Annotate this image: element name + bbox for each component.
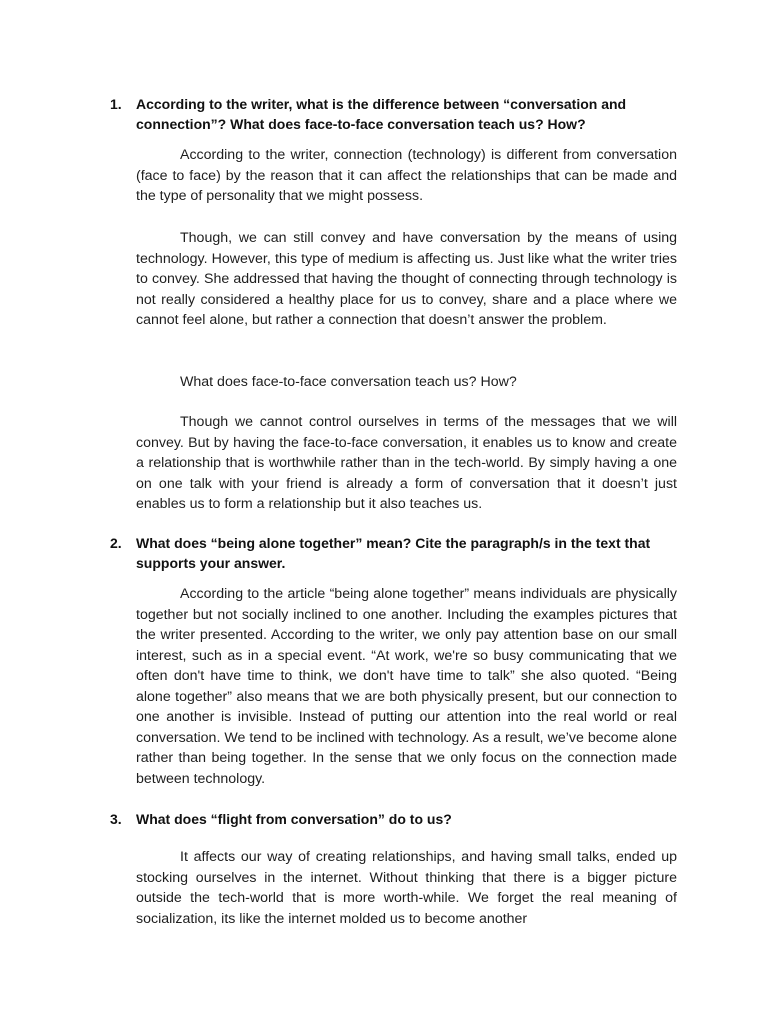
- answer-2-paragraph-1: According to the article “being alone together” means individuals are physically together but not socially inclined to one another. Including the examples pictures that the writer presented. According to the writer, we only pay attention base on our small interest, such as in a special event. “At work, we're so busy communicating that we often don't have time to think, we don't have time to talk” she also quoted. “Being alone together” also means that we are both physically present, but our connection to one another is invisible. Instead of putting our attention into the real world or real conversation. We tend to be inclined with technology. As a result, we’ve become alone rather than being together. In the sense that we only focus on the connection made between technology.: [136, 586, 677, 787]
- question-number: 1.: [110, 96, 122, 112]
- answer-1-subheading: What does face-to-face conversation teach us? How?: [180, 374, 517, 390]
- answer-1-paragraph-3: Though we cannot control ourselves in terms of the messages that we will convey. But by having the face-to-face conversation, it enables us to know and create a relationship that is worthwhile rather than in the tech-world. By simply having a one on one talk with your friend is already a form of conversation that it doesn’t just enables us to form a relationship but it also teaches us.: [136, 414, 677, 512]
- question-2: [110, 533, 670, 573]
- question-number: 3.: [110, 811, 122, 827]
- answer-1-paragraph-2: Though, we can still convey and have conversation by the means of using technology. However, this type of medium is affecting us. Just like what the writer tries to convey. She addressed that having the thought of connecting through technology is not really considered a healthy place for us to convey, share and a place where we cannot feel alone, but rather a connection that doesn’t answer the problem.: [136, 230, 677, 328]
- answer-1-paragraph-1: According to the writer, connection (technology) is different from conversation (face to face) by the reason that it can affect the relationships that can be made and the type of personality that we might possess.: [136, 147, 677, 204]
- question-number: 2.: [110, 535, 122, 551]
- question-text: What does “flight from conversation” do to us?: [136, 811, 452, 827]
- question-text: What does “being alone together” mean? Cite the paragraph/s in the text that supports your answer.: [136, 535, 651, 571]
- question-3: [110, 809, 670, 829]
- question-1: [110, 94, 670, 134]
- question-text: According to the writer, what is the difference between “conversation and connection”? What does face-to-face conversation teach us? How?: [136, 96, 627, 132]
- answer-3-paragraph-1: It affects our way of creating relationships, and having small talks, ended up stocking ourselves in the internet. Without thinking that there is a bigger picture outside the tech-world that is more worth-while. We forget the real meaning of socialization, its like the internet molded us to become another: [136, 849, 677, 927]
